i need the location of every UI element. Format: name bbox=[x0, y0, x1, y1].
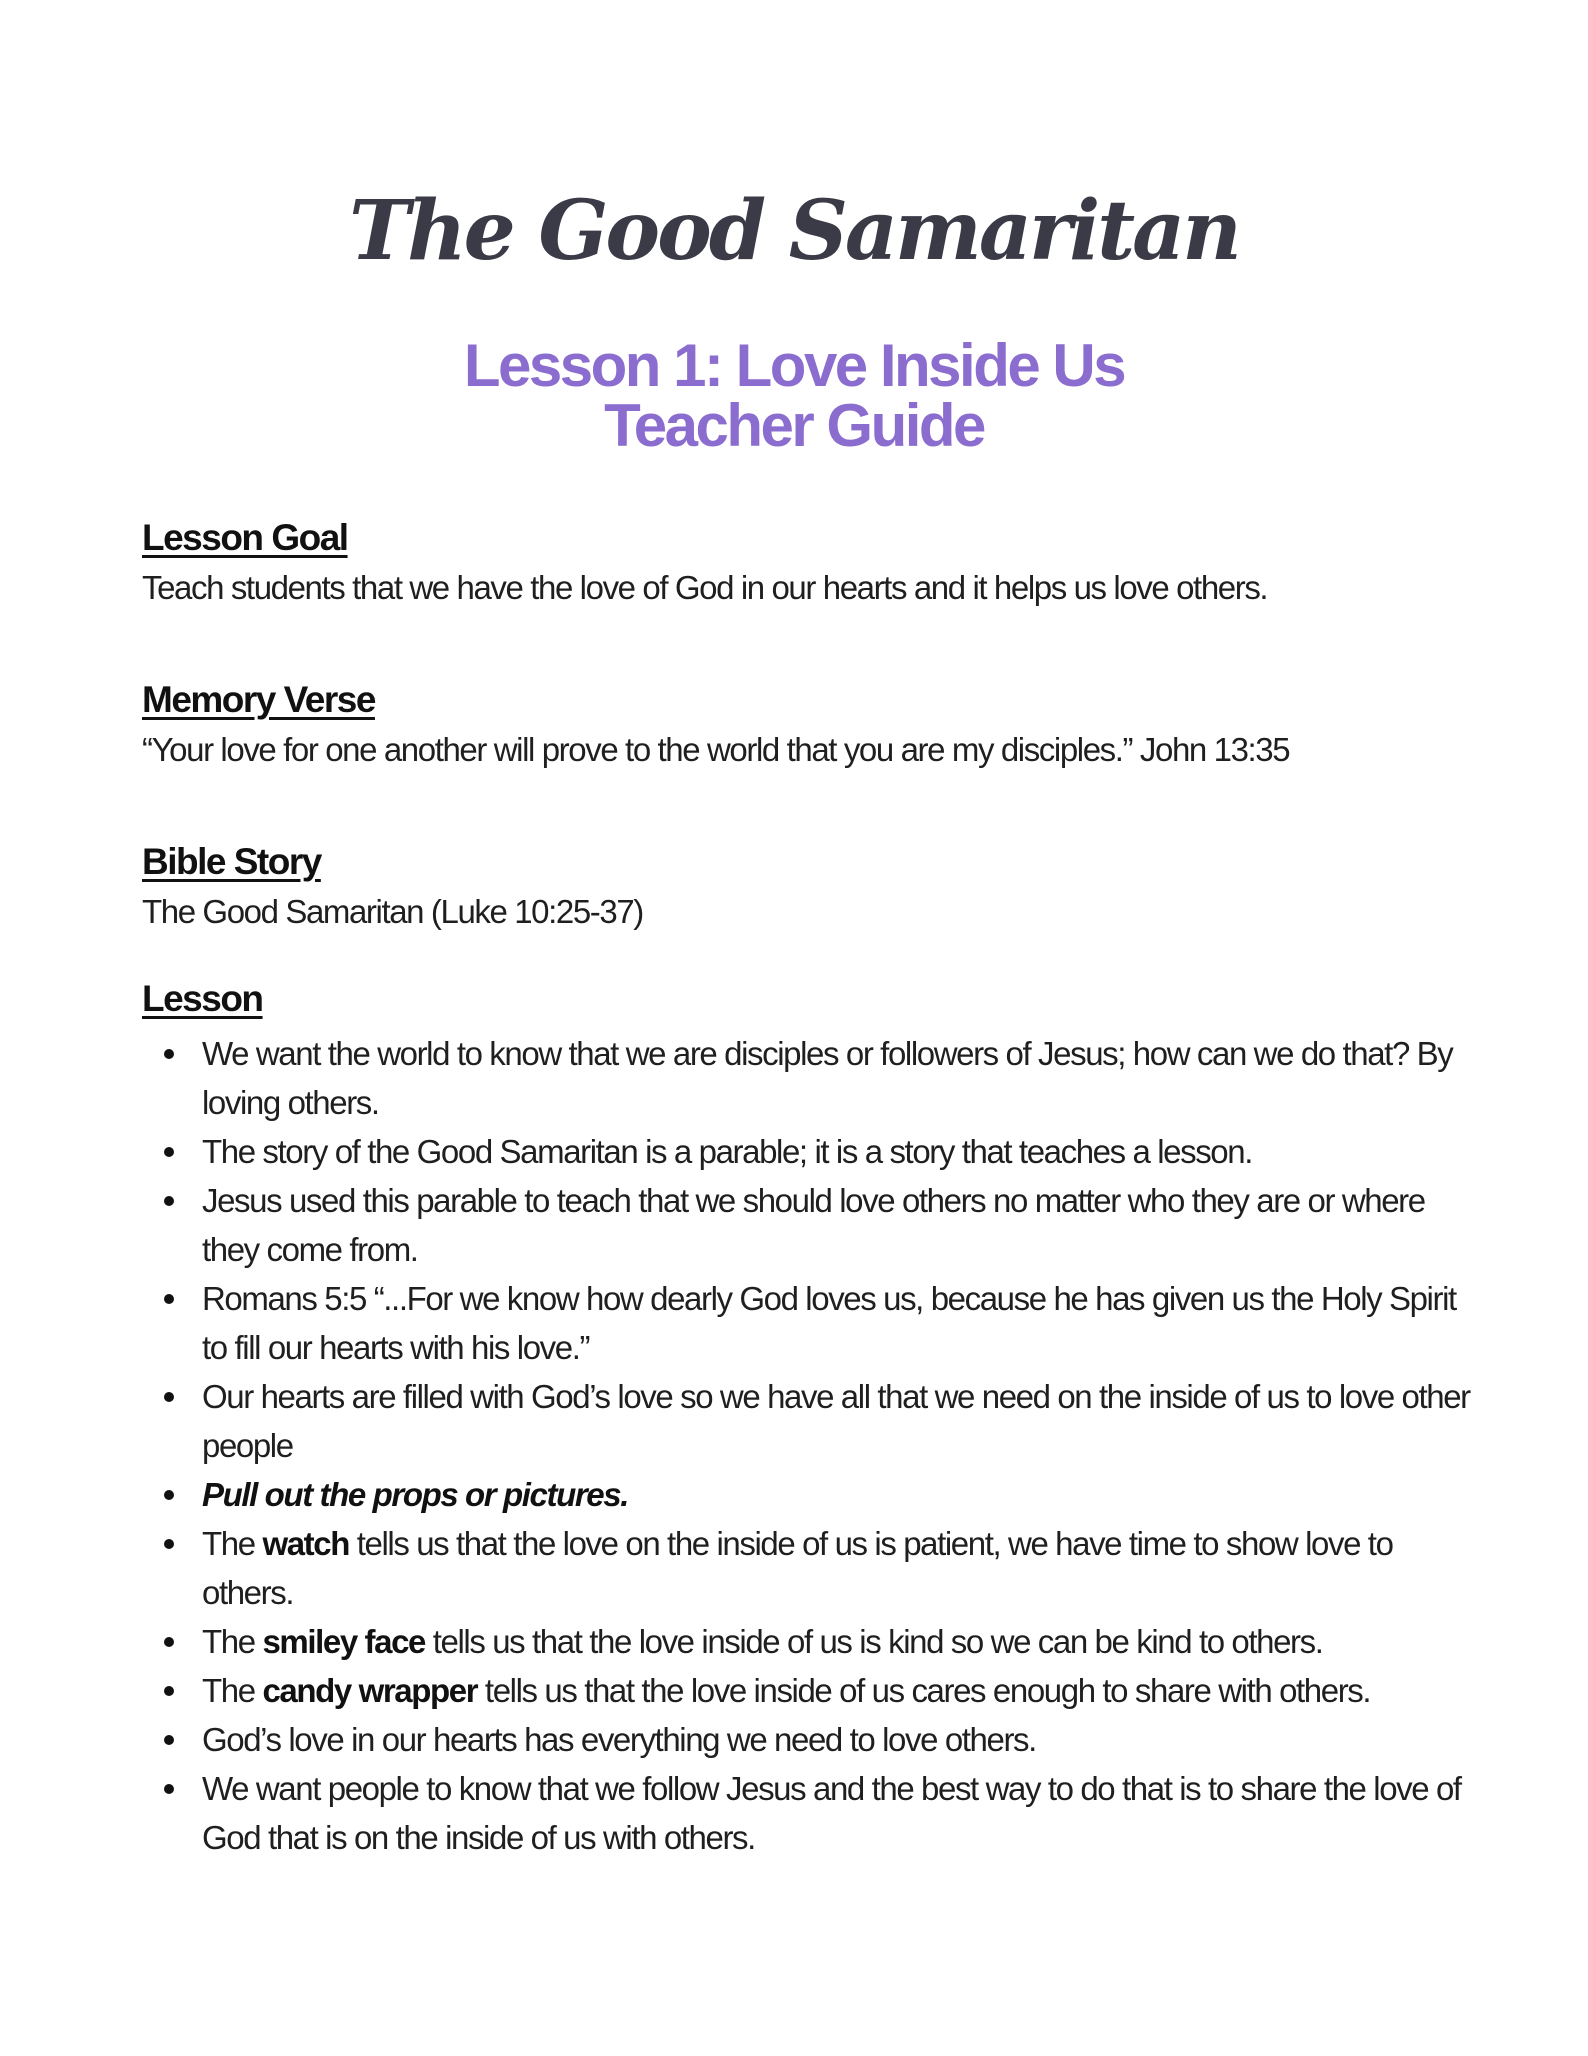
lesson-item: Jesus used this parable to teach that we should love others no matter who they are or where they come from. bbox=[142, 1176, 1482, 1274]
prop-watch: watch bbox=[262, 1525, 349, 1562]
prop-candy-wrapper: candy wrapper bbox=[262, 1672, 478, 1709]
lesson-item: We want people to know that we follow Jesus and the best way to do that is to share the love of God that is on the inside of us with others. bbox=[142, 1764, 1482, 1862]
item-text-before: The bbox=[202, 1672, 263, 1709]
lesson-goal-text: Teach students that we have the love of God in our hearts and it helps us love others. bbox=[142, 569, 1268, 606]
lesson-list bbox=[142, 1029, 1482, 1862]
lesson-item: Romans 5:5 “...For we know how dearly God loves us, because he has given us the Holy Spirit to fill our hearts with his love.” bbox=[142, 1274, 1482, 1372]
memory-verse-section bbox=[142, 678, 1482, 772]
item-text-after: tells us that the love on the inside of us is patient, we have time to show love to others. bbox=[202, 1525, 1393, 1611]
item-text-after: tells us that the love inside of us is kind so we can be kind to others. bbox=[425, 1623, 1323, 1660]
subtitle-line-guide: Teacher Guide bbox=[604, 392, 984, 459]
bible-story-text: The Good Samaritan (Luke 10:25-37) bbox=[142, 893, 643, 930]
item-text-after: tells us that the love inside of us cares enough to share with others. bbox=[477, 1672, 1371, 1709]
bible-story-section bbox=[142, 840, 1482, 934]
lesson-goal-section bbox=[142, 516, 1482, 610]
lesson-item: We want the world to know that we are disciples or followers of Jesus; how can we do that? By loving others. bbox=[142, 1029, 1482, 1127]
prop-smiley-face: smiley face bbox=[262, 1623, 425, 1660]
lesson-item: The story of the Good Samaritan is a parable; it is a story that teaches a lesson. bbox=[142, 1127, 1482, 1176]
lesson-subtitle bbox=[0, 332, 1588, 459]
lesson-item: God’s love in our hearts has everything we need to love others. bbox=[142, 1715, 1482, 1764]
memory-verse-text: “Your love for one another will prove to the world that you are my disciples.” John 13:35 bbox=[142, 731, 1290, 768]
bible-story-heading: Bible Story bbox=[142, 841, 321, 882]
memory-verse-heading: Memory Verse bbox=[142, 679, 375, 720]
subtitle-line-lesson: Lesson 1: Love Inside Us bbox=[463, 332, 1125, 399]
lesson-heading: Lesson bbox=[142, 978, 263, 1019]
item-text-before: The bbox=[202, 1623, 263, 1660]
lesson-item-candy-wrapper bbox=[142, 1666, 1482, 1715]
lesson-section bbox=[142, 977, 1482, 1862]
lesson-item-props-instruction: Pull out the props or pictures. bbox=[142, 1470, 1482, 1519]
page-title: The Good Samaritan bbox=[349, 183, 1239, 279]
lesson-item-watch bbox=[142, 1519, 1482, 1617]
lesson-item-smiley-face bbox=[142, 1617, 1482, 1666]
lesson-goal-heading: Lesson Goal bbox=[142, 517, 348, 558]
lesson-item: Our hearts are filled with God’s love so we have all that we need on the inside of us to love other people bbox=[142, 1372, 1482, 1470]
item-text-before: The bbox=[202, 1525, 263, 1562]
